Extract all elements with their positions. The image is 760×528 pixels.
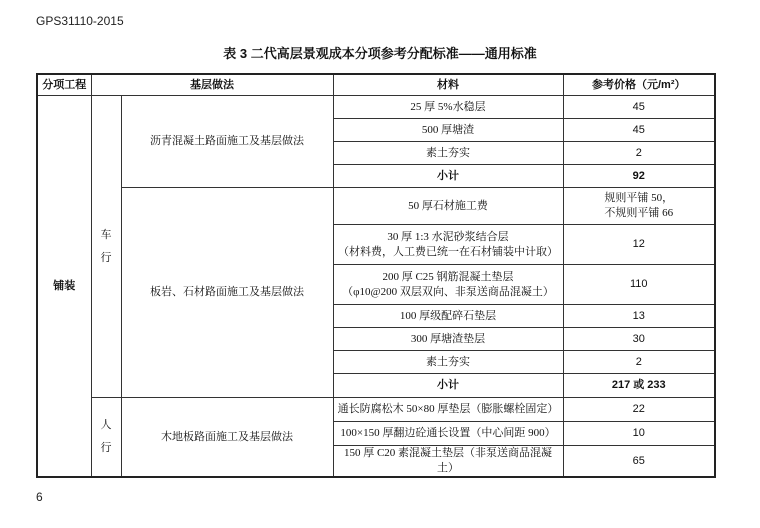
table-header-row	[37, 74, 715, 96]
material-cell: 30 厚 1:3 水泥砂浆结合层 （材料费，人工费已统一在石材铺装中计取）	[333, 225, 563, 265]
price-cell: 2	[563, 142, 715, 165]
price-cell: 45	[563, 96, 715, 119]
header-method: 基层做法	[91, 74, 333, 96]
material-cell: 100 厚级配碎石垫层	[333, 305, 563, 328]
material-cell: 素土夯实	[333, 142, 563, 165]
price-cell: 65	[563, 446, 715, 478]
subtotal-label: 小计	[333, 165, 563, 188]
table-row	[37, 188, 715, 225]
price-cell: 110	[563, 265, 715, 305]
header-price: 参考价格（元/m²）	[563, 74, 715, 96]
material-cell: 200 厚 C25 钢筋混凝土垫层 （φ10@200 双层双向、非泵送商品混凝土）	[333, 265, 563, 305]
header-category: 分项工程	[37, 74, 91, 96]
method-cell: 木地板路面施工及基层做法	[121, 398, 333, 478]
header-material: 材料	[333, 74, 563, 96]
subtotal-value: 217 或 233	[563, 374, 715, 398]
subcategory-cell-pedestrian: 人 行	[91, 398, 121, 478]
material-cell: 300 厚塘渣垫层	[333, 328, 563, 351]
material-cell: 素土夯实	[333, 351, 563, 374]
document-code: GPS31110-2015	[36, 14, 124, 28]
subcategory-cell-vehicle: 车 行	[91, 96, 121, 398]
material-cell: 25 厚 5%水稳层	[333, 96, 563, 119]
price-cell: 12	[563, 225, 715, 265]
table-row	[37, 96, 715, 119]
price-cell: 规则平铺 50， 不规则平铺 66	[563, 188, 715, 225]
table-title: 表 3 二代高层景观成本分项参考分配标准——通用标准	[223, 46, 537, 61]
cost-allocation-table	[36, 73, 716, 478]
material-cell: 通长防腐松木 50×80 厚垫层（膨胀螺栓固定）	[333, 398, 563, 422]
price-cell: 22	[563, 398, 715, 422]
material-cell: 50 厚石材施工费	[333, 188, 563, 225]
material-cell: 100×150 厚翻边砼通长设置（中心间距 900）	[333, 422, 563, 446]
price-cell: 30	[563, 328, 715, 351]
method-cell: 沥青混凝土路面施工及基层做法	[121, 96, 333, 188]
subtotal-label: 小计	[333, 374, 563, 398]
material-cell: 500 厚塘渣	[333, 119, 563, 142]
price-cell: 45	[563, 119, 715, 142]
subtotal-value: 92	[563, 165, 715, 188]
price-cell: 13	[563, 305, 715, 328]
page-number: 6	[36, 490, 43, 504]
category-cell: 铺装	[37, 96, 91, 478]
material-cell: 150 厚 C20 素混凝土垫层（非泵送商品混凝土）	[333, 446, 563, 478]
price-cell: 2	[563, 351, 715, 374]
method-cell: 板岩、石材路面施工及基层做法	[121, 188, 333, 398]
price-cell: 10	[563, 422, 715, 446]
table-row	[37, 398, 715, 422]
